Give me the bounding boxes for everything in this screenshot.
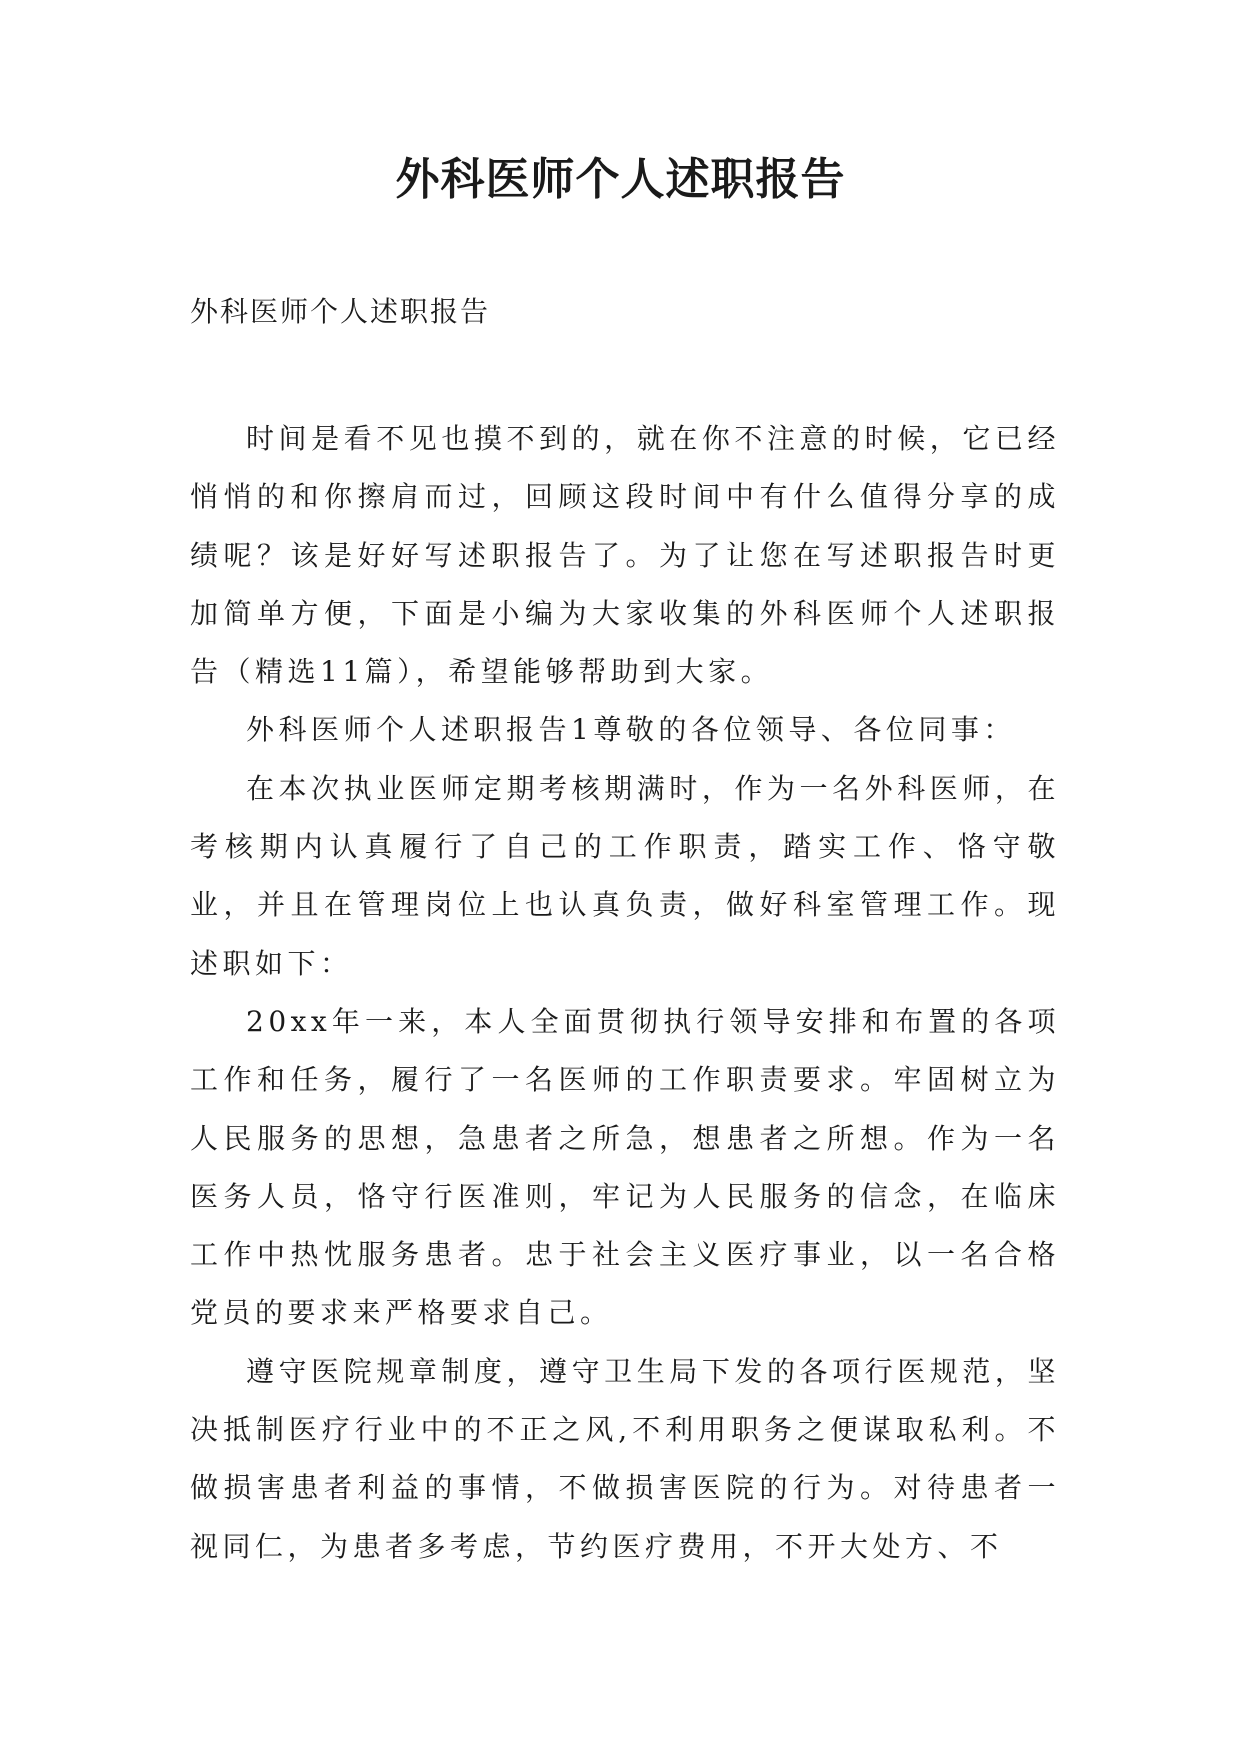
document-title: 外科医师个人述职报告	[395, 154, 846, 205]
paragraph-opening: 在本次执业医师定期考核期满时，作为一名外科医师，在考核期内认真履行了自己的工作职责，踏实工作、恪守敬业，并且在管理岗位上也认真负责，做好科室管理工作。现述职如下：	[190, 771, 1060, 980]
document-subtitle: 外科医师个人述职报告	[190, 295, 491, 328]
paragraph-intro: 时间是看不见也摸不到的，就在你不注意的时候，它已经悄悄的和你擦肩而过，回顾这段时间中有什么值得分享的成绩呢？该是好好写述职报告了。为了让您在写述职报告时更加简单方便，下面是小编为大家收集的外科医师个人述职报告（精选11篇），希望能够帮助到大家。	[190, 422, 1060, 689]
document-body	[190, 410, 1060, 1576]
paragraph-work-summary: 20xx年一来，本人全面贯彻执行领导安排和布置的各项工作和任务，履行了一名医师的工作职责要求。牢固树立为人民服务的思想，急患者之所急，想患者之所想。作为一名医务人员，恪守行医准则，牢记为人民服务的信念，在临床工作中热忱服务患者。忠于社会主义医疗事业，以一名合格党员的要求来严格要求自己。	[190, 1004, 1060, 1330]
paragraph-salutation: 外科医师个人述职报告1尊敬的各位领导、各位同事：	[246, 713, 1016, 747]
paragraph-rules: 遵守医院规章制度，遵守卫生局下发的各项行医规范，坚决抵制医疗行业中的不正之风,不利用职务之便谋取私利。不做损害患者利益的事情，不做损害医院的行为。对待患者一视同仁，为患者多考虑，节约医疗费用，不开大处方、不	[190, 1354, 1060, 1563]
